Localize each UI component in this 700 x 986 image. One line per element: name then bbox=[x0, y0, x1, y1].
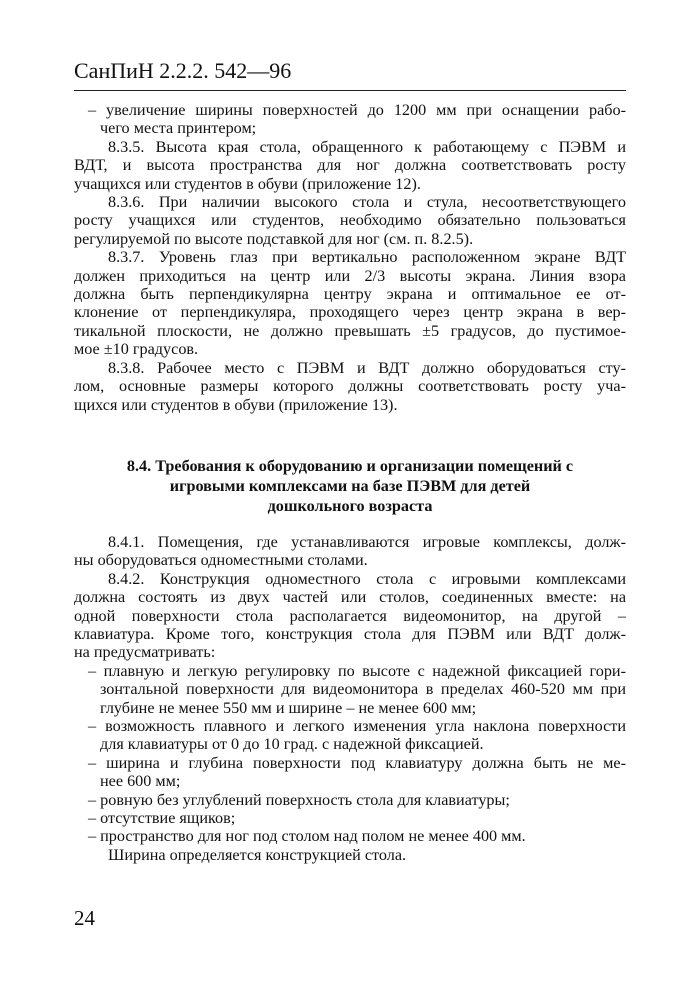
page-number: 24 bbox=[74, 906, 95, 930]
text-line: должна быть перпендикулярна центру экрана и оптимальное ее от- bbox=[74, 285, 626, 304]
text-line: Ширина определяется конструкцией стола. bbox=[108, 845, 407, 864]
list-item bbox=[74, 717, 626, 754]
text-line: ВДТ, и высота пространства для ног должна соответствовать росту bbox=[74, 156, 626, 175]
page-body bbox=[74, 101, 626, 864]
text-line: должна состоять из двух частей или столов, соединенных вместе: на bbox=[74, 588, 626, 607]
text-line: клавиатура. Кроме того, конструкция стола для ПЭВМ или ВДТ долж- bbox=[74, 624, 626, 643]
section-heading bbox=[74, 456, 626, 516]
paragraph bbox=[74, 248, 626, 358]
text-line: регулируемой по высоте подставкой для ног (см. п. 8.2.5). bbox=[74, 229, 474, 248]
text-line: 8.3.6. При наличии высокого стола и стула, несоответствующего bbox=[108, 193, 626, 212]
list-item bbox=[74, 809, 626, 827]
list-item bbox=[74, 791, 626, 809]
text-line: клонение от перпендикуляра, проходящего через центр экрана в вер- bbox=[74, 303, 626, 322]
text-line: 8.3.8. Рабочее место с ПЭВМ и ВДТ должно оборудоваться сту- bbox=[108, 358, 626, 377]
text-line: для клавиатуры от 0 до 10 град. с надежной фиксацией. bbox=[100, 735, 484, 754]
text-line: должен приходиться на центр или 2/3 высоты экрана. Линия взора bbox=[74, 266, 626, 285]
text-line: – возможность плавного и легкого изменения угла наклона поверхности bbox=[88, 716, 626, 735]
paragraph bbox=[74, 193, 626, 248]
text-line: глубине не менее 550 мм и ширине – не менее 600 мм; bbox=[100, 698, 477, 717]
text-line: 8.3.7. Уровень глаз при вертикально расположенном экране ВДТ bbox=[108, 248, 626, 267]
list-item bbox=[74, 101, 626, 138]
document-code: СанПиН 2.2.2. 542—96 bbox=[74, 58, 292, 83]
text-line: – отсутствие ящиков; bbox=[88, 809, 236, 827]
text-line: – увеличение ширины поверхностей до 1200 мм при оснащении рабо- bbox=[88, 101, 626, 119]
header-rule bbox=[74, 90, 626, 91]
text-line: мое ±10 градусов. bbox=[74, 340, 199, 359]
text-line: 8.4. Требования к оборудованию и организации помещений с bbox=[126, 456, 574, 475]
text-line: 8.4.1. Помещения, где устанавливаются игровые комплексы, долж- bbox=[108, 532, 626, 551]
text-line: нее 600 мм; bbox=[100, 772, 181, 791]
text-line: учащихся или студентов в обуви (приложение 12). bbox=[74, 174, 421, 193]
list-item bbox=[74, 754, 626, 791]
text-line: ны оборудоваться одноместными столами. bbox=[74, 551, 368, 570]
text-line: на предусматривать: bbox=[74, 643, 216, 662]
list-item bbox=[74, 662, 626, 717]
text-line: – ровную без углублений поверхность стола для клавиатуры; bbox=[88, 790, 510, 809]
text-line: чего места принтером; bbox=[100, 119, 257, 138]
text-line: зонтальной поверхности для видеомонитора в пределах 460-520 мм при bbox=[100, 680, 626, 699]
paragraph bbox=[74, 570, 626, 662]
text-line: – плавную и легкую регулировку по высоте с надежной фиксацией гори- bbox=[88, 661, 626, 680]
text-line: – ширина и глубина поверхности под клавиатуру должна быть не ме- bbox=[88, 753, 626, 772]
text-line: тикальной плоскости, не должно превышать ±5 градусов, до пустимое- bbox=[74, 321, 626, 340]
text-line: лом, основные размеры которого должны соответствовать росту уча- bbox=[74, 377, 626, 396]
text-line: игровыми комплексами на базе ПЭВМ для детей bbox=[169, 476, 531, 495]
text-line: 8.3.5. Высота края стола, обращенного к работающему с ПЭВМ и bbox=[108, 137, 626, 156]
text-line: одной поверхности стола располагается видеомонитор, на другой – bbox=[74, 606, 626, 625]
text-line: щихся или студентов в обуви (приложение 13). bbox=[74, 395, 398, 414]
text-line: – пространство для ног под столом над полом не менее 400 мм. bbox=[88, 827, 526, 846]
paragraph bbox=[74, 138, 626, 193]
paragraph bbox=[74, 533, 626, 570]
text-line: 8.4.2. Конструкция одноместного стола с игровыми комплексами bbox=[108, 569, 626, 588]
list-item bbox=[74, 827, 626, 845]
paragraph bbox=[74, 359, 626, 414]
running-header bbox=[74, 58, 626, 91]
text-line: дошкольного возраста bbox=[267, 496, 433, 515]
text-line: росту учащихся или студентов, необходимо обязательно пользоваться bbox=[74, 211, 626, 230]
paragraph bbox=[74, 846, 626, 864]
